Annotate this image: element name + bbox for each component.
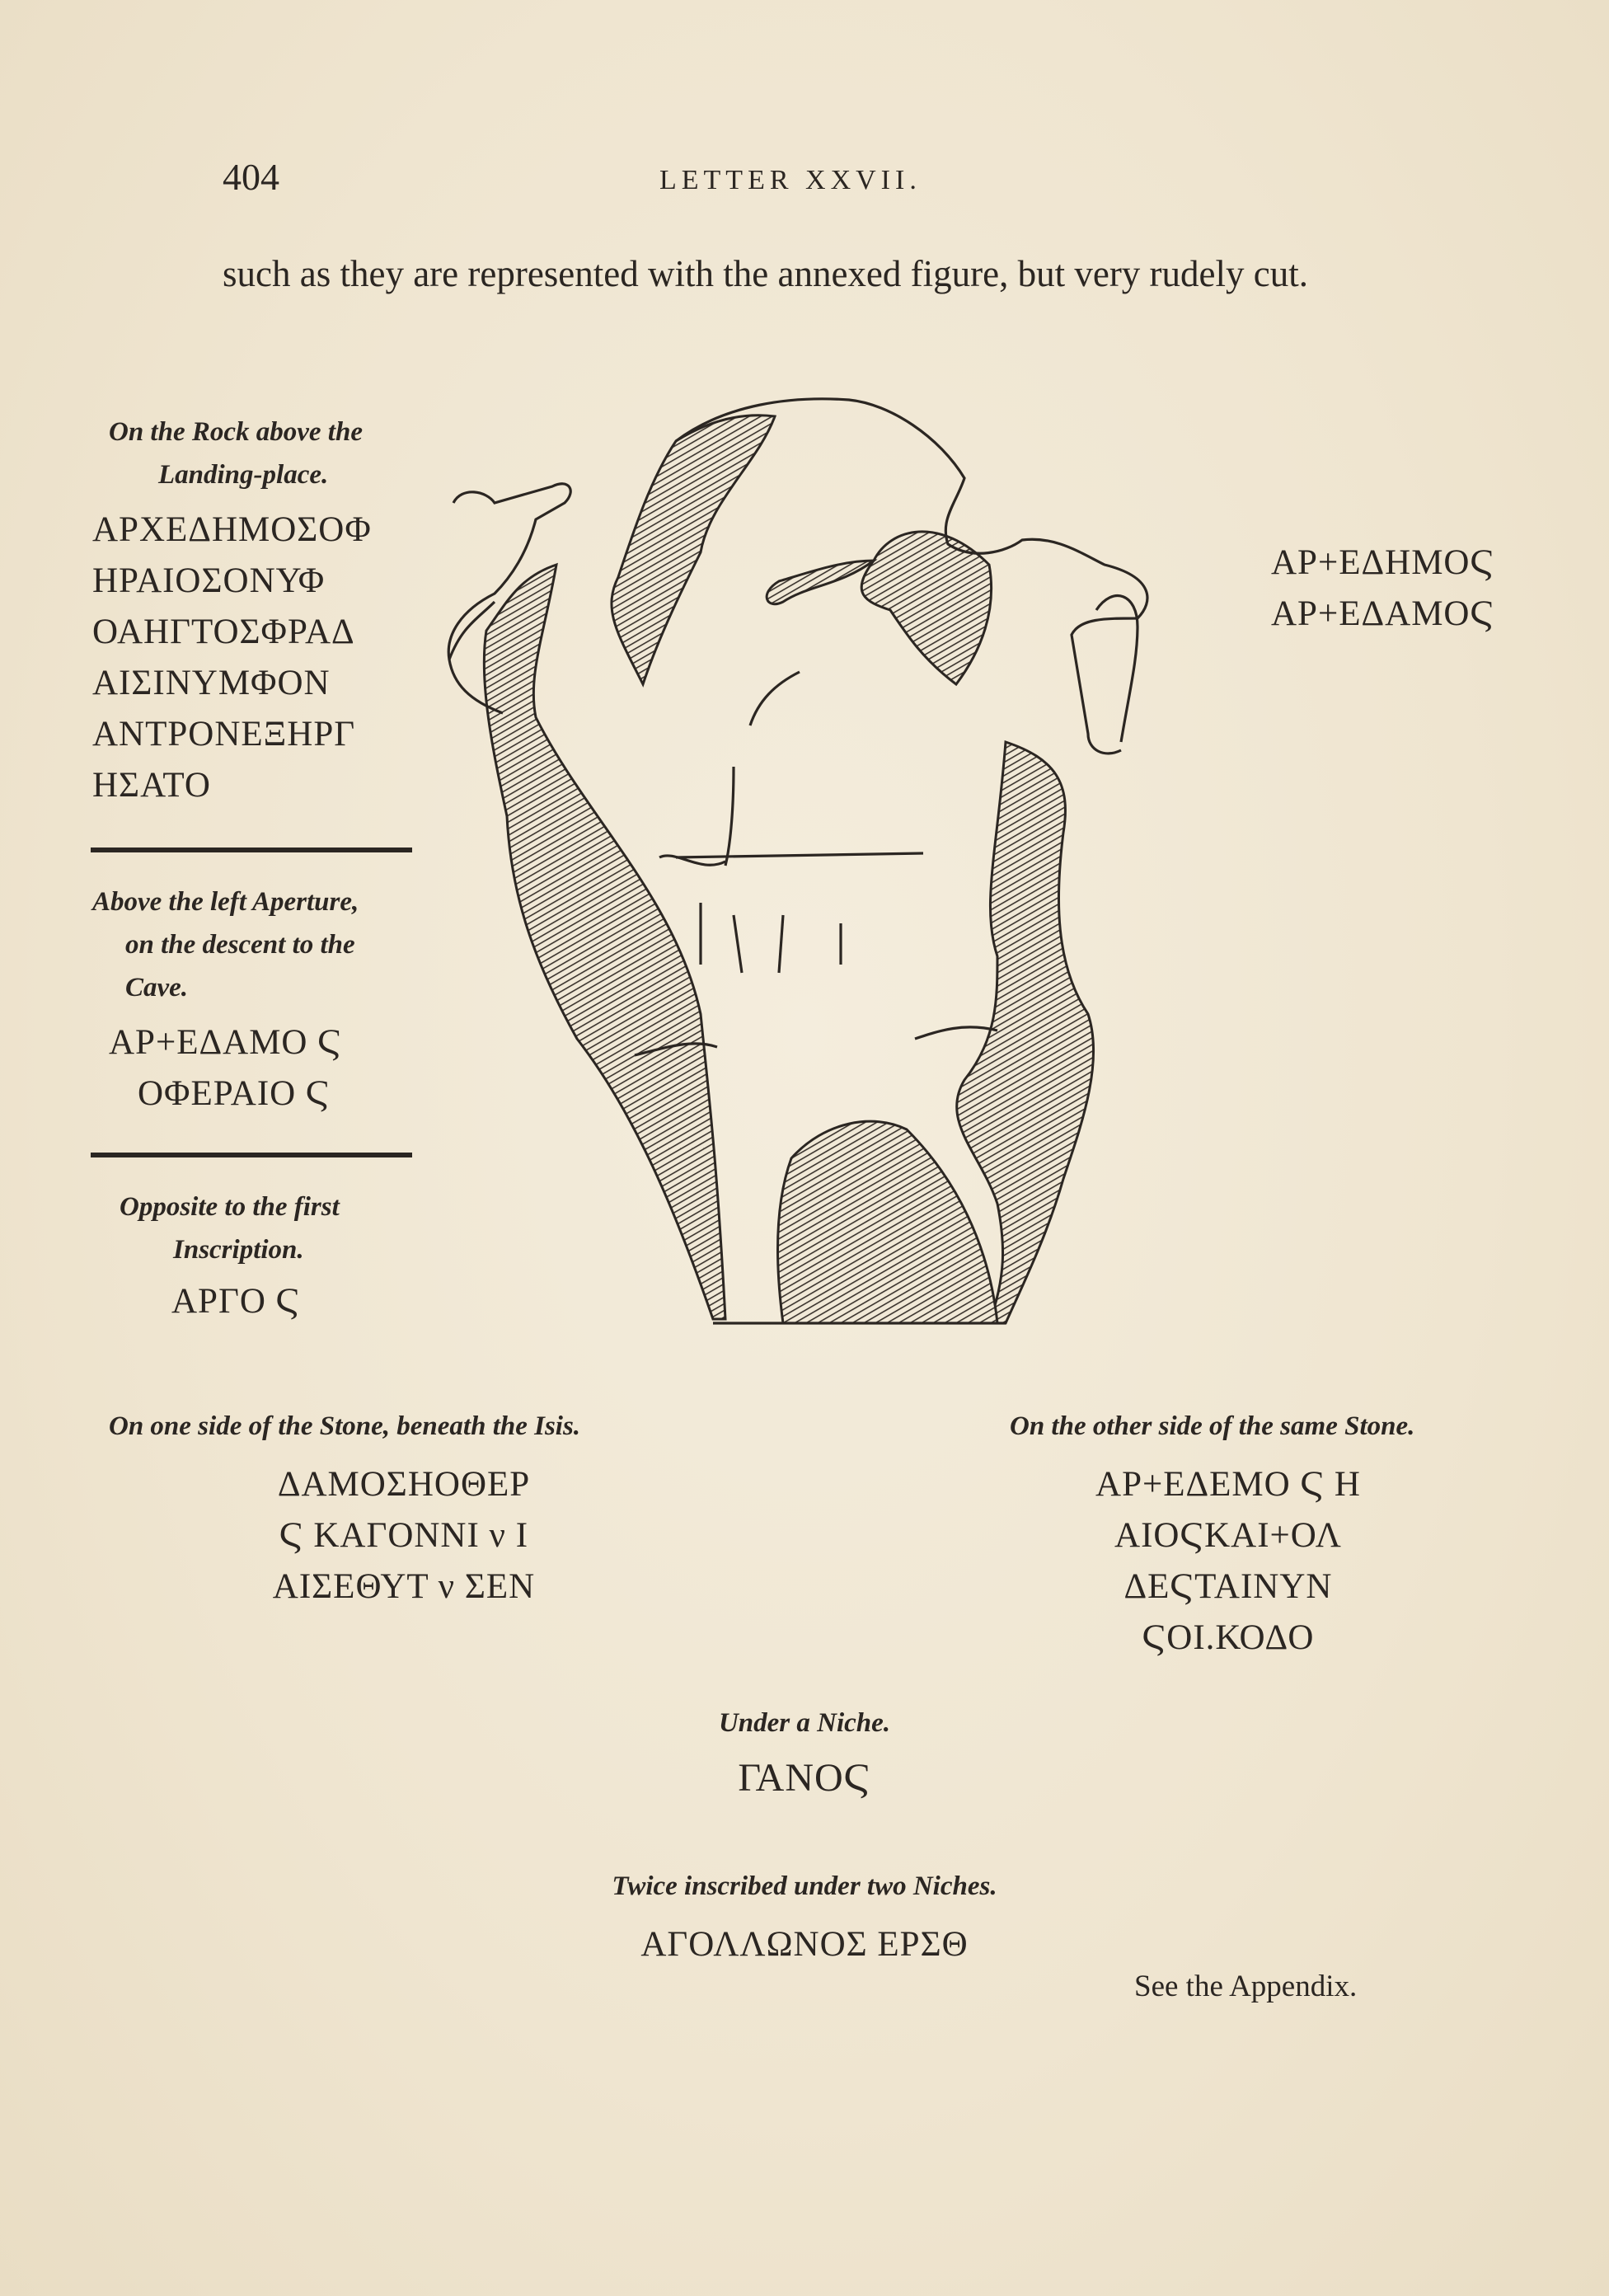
inscription-line: ΑΡ+ΕΔΗΜΟϚ [1271, 543, 1495, 582]
inscription-line: ΑΡ+ΕΔΑΜΟϚ [1271, 594, 1495, 633]
two-niches-caption: Twice inscribed under two Niches. [612, 1871, 997, 1901]
aperture-caption-line1: Above the left Aperture, [92, 887, 359, 917]
aperture-caption-line2: on the descent to the [125, 930, 355, 960]
rock-caption [109, 411, 471, 496]
opposite-caption [120, 1186, 482, 1271]
inscription-line: ϚΟΙ.ΚΟΔΟ [1142, 1618, 1315, 1657]
inscription-line: ΑΙΣΕΘΥΤ ν ΣΕΝ [272, 1567, 536, 1606]
opposite-inscription [171, 1276, 300, 1327]
inscription-line: ΑΡΧΕΔΗΜΟΣΟΦ [92, 510, 372, 549]
two-niches-inscription: ΑΓΟΛΛΩΝΟΣ ΕΡΣΘ [640, 1925, 969, 1964]
inscription-line: ΑΙΟϚΚΑΙ+ΟΛ [1114, 1516, 1342, 1555]
divider-rule [91, 1153, 412, 1157]
inscription-line: ΗΣΑΤΟ [92, 766, 211, 805]
inscription-line: ΑΡΓΟ Ϛ [171, 1282, 301, 1321]
rock-caption-line1: On the Rock above the [109, 417, 363, 447]
inscription-line: ΑΡ+ΕΔΕΜΟ Ϛ Η [1095, 1465, 1361, 1504]
inscription-line: ΗΡΑΙΟΣΟΝΥΦ [92, 561, 326, 600]
niche-inscription: ΓΑΝΟϚ [738, 1756, 871, 1800]
inscription-line: ΔΕϚΤΑΙΝΥΝ [1123, 1567, 1333, 1606]
divider-rule [91, 848, 412, 852]
opposite-caption-line2: Inscription. [173, 1235, 304, 1265]
rock-caption-line2: Landing-place. [158, 460, 329, 490]
stone-right-inscription [1047, 1459, 1410, 1664]
inscription-line: ΟΑΗΓΤΟΣΦΡΑΔ [92, 613, 355, 651]
inscription-line: ΑΡ+ΕΔΑΜΟ Ϛ [109, 1023, 342, 1062]
rock-inscription [92, 505, 372, 811]
body-paragraph: such as they are represented with the annexed figure, but very rudely cut. [223, 253, 1308, 294]
niche-caption: Under a Niche. [718, 1708, 891, 1738]
opposite-caption-line1: Opposite to the first [120, 1192, 340, 1222]
inscription-line: Ϛ ΚΑΓΟΝΝΙ ν Ι [279, 1516, 529, 1555]
inscription-line: ΑΝΤΡΟΝΕΞΗΡΓ [92, 715, 356, 754]
appendix-note: See the Appendix. [1134, 1970, 1358, 2003]
aperture-inscription [109, 1017, 422, 1120]
page-number: 404 [223, 156, 279, 198]
isis-figure-icon [429, 387, 1253, 1336]
aperture-caption-line3: Cave. [125, 973, 189, 1002]
stone-right-caption: On the other side of the same Stone. [1010, 1411, 1415, 1441]
inscription-line: ΑΙΣΙΝΥΜΦΟΝ [92, 664, 331, 702]
aperture-caption [92, 880, 455, 1009]
stone-left-caption: On one side of the Stone, beneath the Isis. [109, 1411, 581, 1441]
inscription-line: ΔΑΜΟΣΗΟΘΕΡ [277, 1465, 531, 1504]
running-title: LETTER XXVII. [659, 165, 922, 195]
inscription-line: ΟΦΕΡΑΙΟ Ϛ [138, 1074, 331, 1113]
stone-left-inscription [223, 1459, 585, 1613]
right-inscription [1271, 538, 1494, 640]
